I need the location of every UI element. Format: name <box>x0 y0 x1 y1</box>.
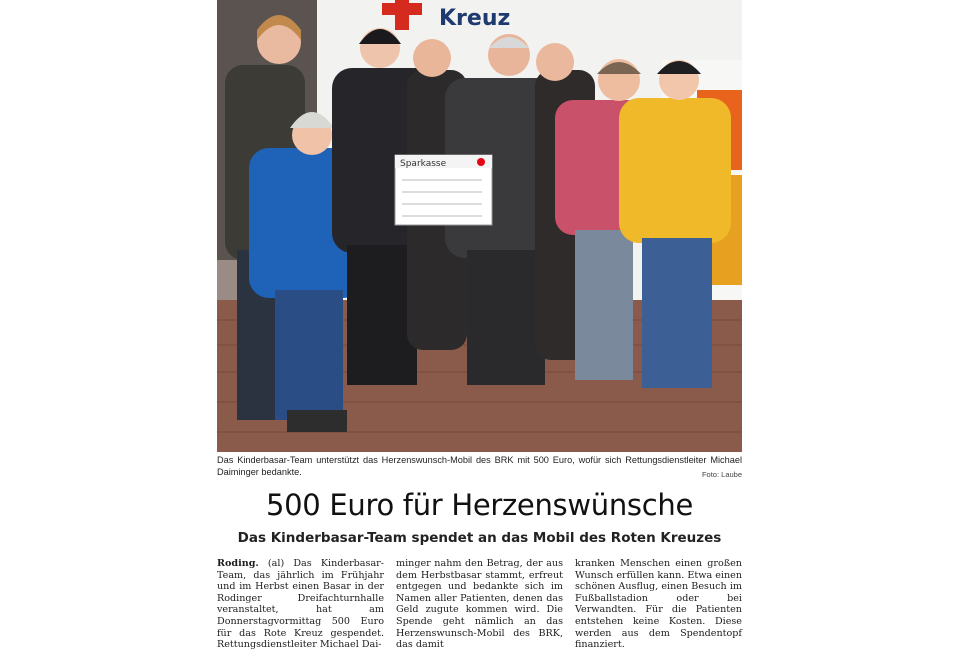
van-lettering: Kreuz <box>439 6 511 31</box>
column-2-text: minger nahm den Betrag, der aus dem Herbstbasar stammt, erfreut entgegen und bedankte sich im Namen aller Patienten, denen das Geld zugute kommen wird. Die Spende geht nämlich an das Herzenswunsch-Mobil des BRK, das damit <box>396 558 563 651</box>
photo-caption: Das Kinderbasar-Team unterstützt das Herzenswunsch-Mobil des BRK mit 500 Euro, wofür sich Rettungsdienstleiter Michael Daiminger bedankte. <box>217 455 742 477</box>
article-headline: 500 Euro für Herzenswünsche <box>265 488 694 522</box>
newspaper-article <box>217 0 743 651</box>
column-3-text: kranken Menschen einen großen Wunsch erfüllen kann. Etwa einen schönen Ausflug, einen Besuch im Fußballstadion oder bei Verwandten. Für die Patienten entstehen keine Kosten. Diese werden aus dem Spendentopf finanziert. <box>575 558 743 651</box>
article-body <box>217 558 743 651</box>
article-column-3 <box>575 558 743 651</box>
article-column-2 <box>396 558 563 651</box>
article-subheadline: Das Kinderbasar-Team spendet an das Mobil des Roten Kreuzes <box>237 530 722 546</box>
article-column-1 <box>217 558 384 651</box>
group-photo <box>217 0 742 452</box>
column-1-text: (al) Das Kinderbasar-Team, das jährlich im Frühjahr und im Herbst einen Basar in der Rodinger Dreifachturnhalle veranstaltet, hat am Donnerstagvormittag 500 Euro für das Rote Kreuz gespendet. Rettungsdienstleiter Michael Dai- <box>217 558 384 651</box>
donation-check <box>395 155 492 225</box>
dateline: Roding. <box>217 558 259 569</box>
photo-credit: Foto: Laube <box>701 470 742 479</box>
check-bank-name: Sparkasse <box>400 159 447 169</box>
